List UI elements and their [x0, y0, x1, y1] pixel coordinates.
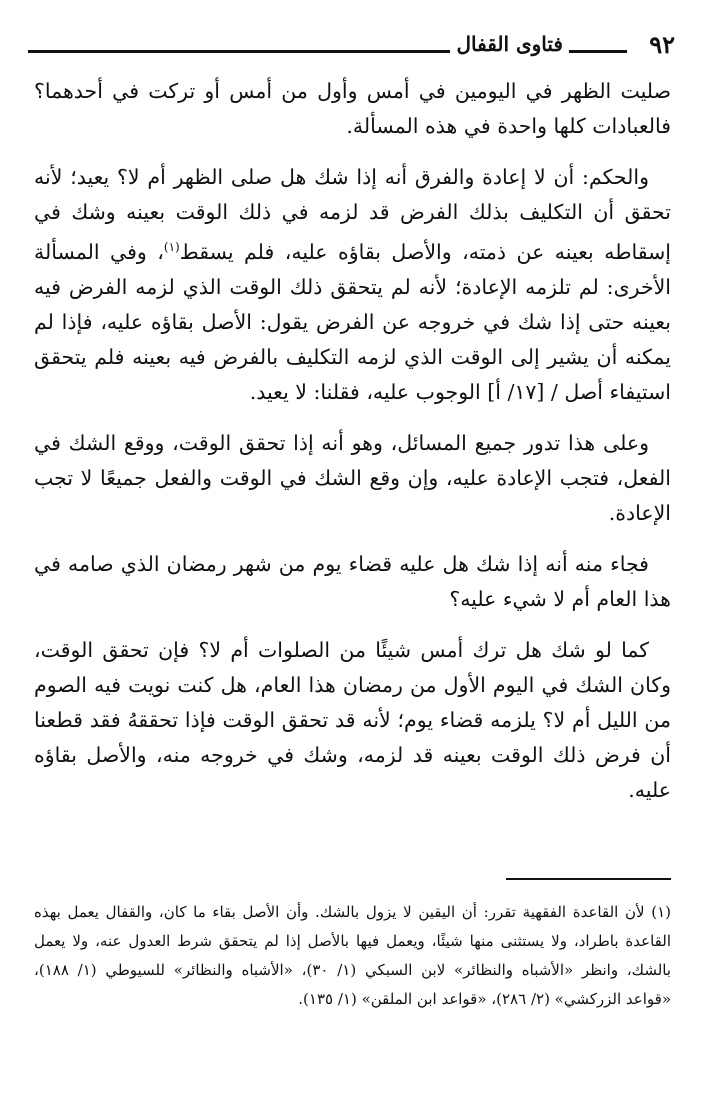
main-text [34, 74, 671, 824]
paragraph-2-part-a: والحكم: أن لا إعادة والفرق أنه إذا شك هل صلى الظهر أم لا؟ يعيد؛ لأنه تحقق أن التكليف بذلك الفرض قد لزمه في ذلك الوقت بعينه وشك في إسقاطه بعينه عن ذمته، والأصل بقاؤه عليه، فلم يسقط [34, 165, 672, 264]
book-title: فتاوى القفال [451, 32, 569, 56]
footnote-marker[interactable]: (١) [163, 240, 180, 254]
paragraph-2 [34, 160, 671, 410]
paragraph-1: صليت الظهر في اليومين في أمس وأول من أمس أو تركت في أحدهما؟ فالعبادات كلها واحدة في هذه المسألة. [34, 79, 671, 138]
footnote: (١) لأن القاعدة الفقهية تقرر: أن اليقين لا يزول بالشك. وأن الأصل بقاء ما كان، والقفال يعمل بهذه القاعدة باطراد، ولا يستثنى منها شيئًا، ويعمل فيها بالأصل إذا لم يتحقق شرط العدول عنه، ولا يعمل بالشك، وانظر «الأشباه والنظائر» لابن السبكي (١/ ٣٠)، «الأشباه والنظائر» للسيوطي (١/ ١٨٨)، «قواعد الزركشي» (٢/ ٢٨٦)، «قواعد ابن الملقن» (١/ ١٣٥). [34, 903, 672, 1008]
page-header [28, 26, 675, 66]
paragraph-4: فجاء منه أنه إذا شك هل عليه قضاء يوم من شهر رمضان الذي صامه في هذا العام أم لا شيء عليه؟ [34, 551, 671, 611]
header-rule-right [567, 50, 627, 53]
paragraph-3: وعلى هذا تدور جميع المسائل، وهو أنه إذا تحقق الوقت، ووقع الشك في الفعل، فتجب الإعادة عليه، وإن وقع الشك في الوقت والفعل جميعًا لا تجب الإعادة. [34, 430, 671, 525]
paragraph-5: كما لو شك هل ترك أمس شيئًا من الصلوات أم لا؟ فإن تحقق الوقت، وكان الشك في اليوم الأول من رمضان هذا العام، هل كنت نويت فيه الصوم من الليل أم لا؟ يلزمه قضاء يوم؛ لأنه قد تحقق الوقت فإذا تحققهُ فقد قطعنا أن فرض ذلك الوقت بعينه قد لزمه، وشك في خروجه منه، والأصل بقاؤه عليه. [34, 637, 671, 802]
paragraph-2-part-b: ، وفي المسألة الأخرى: لم تلزمه الإعادة؛ لأنه لم يتحقق ذلك الوقت الذي لزمه الفرض فيه بعينه حتى إذا شك في خروجه عن الفرض يقول: الأصل بقاؤه عليه، فإذا لم يمكنه أن يشير إلى الوقت الذي لزمه التكليف بالفرض فيه بعينه فلم يتحقق استيفاء أصل / [١٧/ أ] الوجوب عليه، فقلنا: لا يعيد. [34, 239, 671, 404]
header-rule-left [28, 50, 450, 53]
page-number: ٩٢ [649, 30, 675, 59]
footnote-separator [506, 878, 671, 880]
